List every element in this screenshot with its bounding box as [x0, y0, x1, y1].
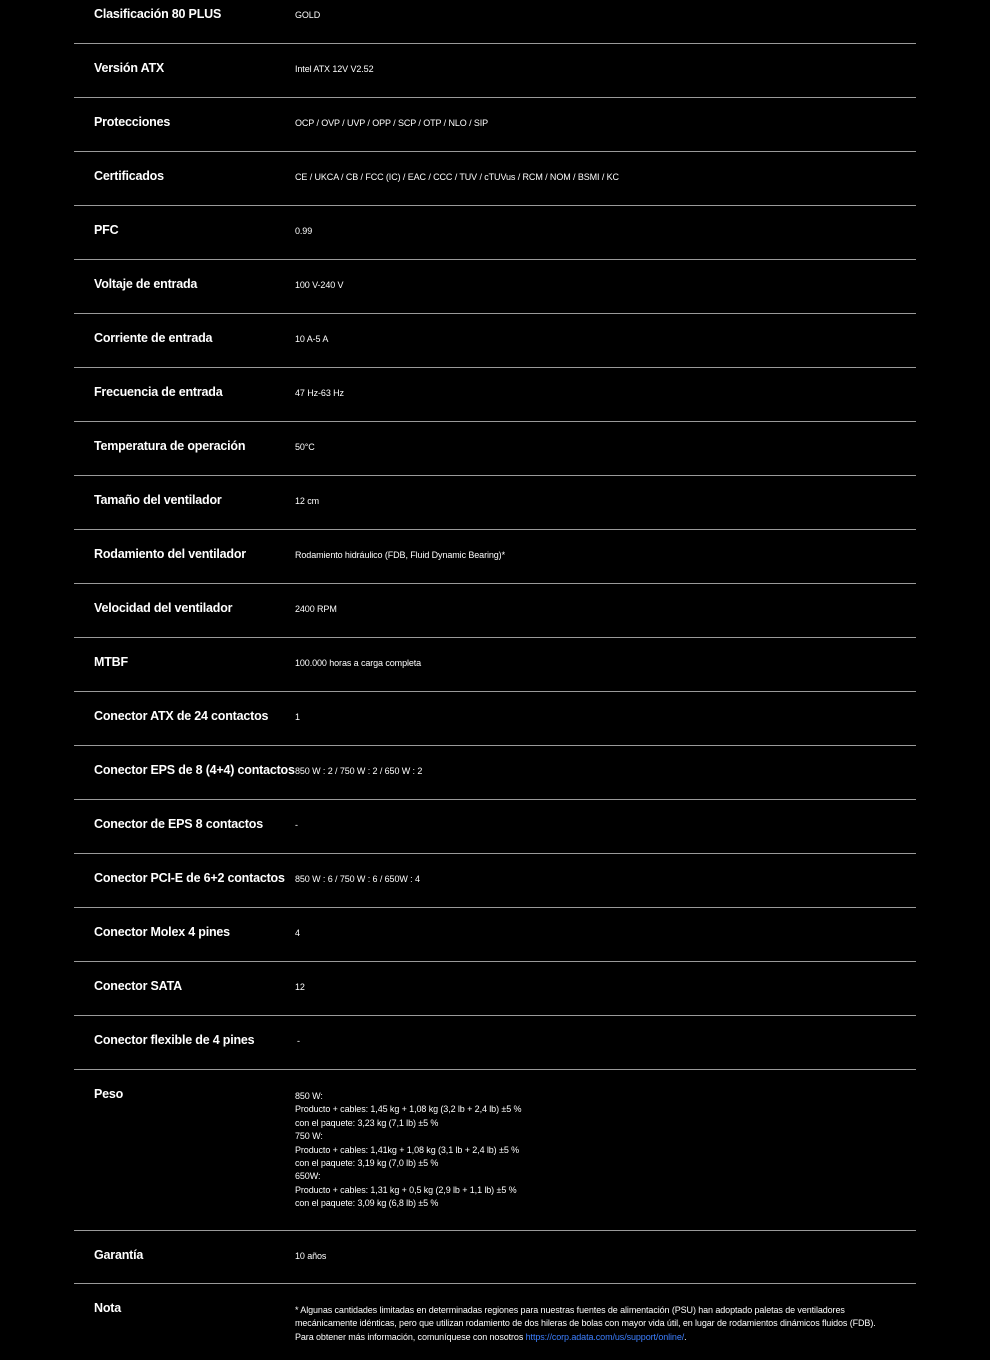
spec-row — [74, 422, 916, 476]
peso-line: Producto + cables: 1,41kg + 1,08 kg (3,1 lb + 2,4 lb) ±5 % — [295, 1144, 520, 1155]
spec-row — [74, 314, 916, 368]
spec-value: - — [295, 820, 298, 830]
spec-value: 10 años — [295, 1251, 327, 1261]
spec-row-peso — [74, 1070, 916, 1231]
spec-label: Voltaje de entrada — [94, 277, 198, 291]
spec-value: 0.99 — [295, 226, 313, 236]
spec-label: Clasificación 80 PLUS — [94, 7, 222, 21]
spec-row — [74, 98, 916, 152]
peso-line: con el paquete: 3,09 kg (6,8 lb) ±5 % — [295, 1198, 439, 1209]
spec-row — [74, 44, 916, 98]
spec-value: 100.000 horas a carga completa — [295, 658, 422, 668]
spec-row-garantia — [74, 1231, 916, 1284]
spec-value: 2400 RPM — [295, 604, 337, 614]
peso-details — [295, 1090, 521, 1211]
spec-row — [74, 692, 916, 746]
spec-label: PFC — [94, 223, 119, 237]
spec-row — [74, 800, 916, 854]
peso-line: 750 W: — [295, 1131, 323, 1142]
spec-row — [74, 584, 916, 638]
spec-value: Rodamiento hidráulico (FDB, Fluid Dynamic Bearing)* — [295, 550, 505, 560]
nota-text — [295, 1304, 876, 1344]
peso-line: Producto + cables: 1,31 kg + 0,5 kg (2,9 lb + 1,1 lb) ±5 % — [295, 1184, 517, 1195]
support-link[interactable]: https://corp.adata.com/us/support/online/ — [525, 1331, 685, 1342]
spec-label: Conector de EPS 8 contactos — [94, 817, 263, 831]
spec-label: Certificados — [94, 169, 164, 183]
spec-value: OCP / OVP / UVP / OPP / SCP / OTP / NLO / SIP — [295, 118, 489, 128]
spec-row — [74, 260, 916, 314]
spec-label: Conector PCI-E de 6+2 contactos — [94, 871, 285, 885]
spec-value: 850 W : 2 / 750 W : 2 / 650 W : 2 — [295, 766, 423, 776]
spec-row — [74, 476, 916, 530]
spec-value: 1 — [295, 712, 300, 722]
spec-row — [74, 368, 916, 422]
spec-row — [74, 0, 916, 44]
spec-value: 50°C — [295, 442, 315, 452]
spec-value: 12 — [295, 982, 305, 992]
spec-label: Protecciones — [94, 115, 171, 129]
spec-label: Temperatura de operación — [94, 439, 246, 453]
peso-line: 650W: — [295, 1171, 321, 1182]
spec-label: Peso — [94, 1087, 124, 1101]
spec-table — [74, 0, 916, 1360]
spec-label: Frecuencia de entrada — [94, 385, 223, 399]
spec-value: 12 cm — [295, 496, 320, 506]
spec-label: Conector flexible de 4 pines — [94, 1033, 255, 1047]
spec-row — [74, 206, 916, 260]
spec-row — [74, 908, 916, 962]
nota-line: mecánicamente idénticas, pero que utilizan rodamiento de dos hileras de bolas con mayor vida útil, en lugar de rodamientos dinámicos fluidos (FDB). — [295, 1318, 876, 1329]
spec-row — [74, 152, 916, 206]
spec-label: MTBF — [94, 655, 128, 669]
spec-label: Conector Molex 4 pines — [94, 925, 230, 939]
nota-line: * Algunas cantidades limitadas en determinadas regiones para nuestras fuentes de alimentación (PSU) han adoptado paletas de ventiladores — [295, 1305, 845, 1315]
spec-row — [74, 638, 916, 692]
spec-label: Conector EPS de 8 (4+4) contactos — [94, 763, 295, 777]
spec-value: 47 Hz-63 Hz — [295, 388, 344, 398]
spec-value: Intel ATX 12V V2.52 — [295, 64, 374, 74]
spec-label: Corriente de entrada — [94, 331, 213, 345]
spec-row-nota — [74, 1284, 916, 1360]
spec-label: Rodamiento del ventilador — [94, 547, 246, 561]
spec-label: Velocidad del ventilador — [94, 601, 233, 615]
spec-value: 10 A-5 A — [295, 334, 329, 344]
nota-period: . — [684, 1331, 687, 1342]
spec-label: Conector ATX de 24 contactos — [94, 709, 269, 723]
spec-value: 100 V-240 V — [295, 280, 344, 290]
spec-label: Tamaño del ventilador — [94, 493, 222, 507]
spec-row — [74, 854, 916, 908]
spec-row — [74, 962, 916, 1016]
spec-row — [74, 746, 916, 800]
peso-line: con el paquete: 3,23 kg (7,1 lb) ±5 % — [295, 1117, 439, 1128]
spec-row — [74, 1016, 916, 1070]
spec-value: 850 W : 6 / 750 W : 6 / 650W : 4 — [295, 874, 420, 884]
peso-line: 850 W: — [295, 1091, 323, 1101]
spec-label: Nota — [94, 1301, 121, 1315]
peso-line: con el paquete: 3,19 kg (7,0 lb) ±5 % — [295, 1158, 439, 1169]
spec-value: 4 — [295, 928, 300, 938]
peso-line: Producto + cables: 1,45 kg + 1,08 kg (3,2 lb + 2,4 lb) ±5 % — [295, 1104, 522, 1115]
spec-value: GOLD — [295, 10, 321, 20]
nota-contact-text: Para obtener más información, comuníquese con nosotros — [295, 1331, 526, 1342]
spec-label: Garantía — [94, 1248, 144, 1262]
spec-label: Versión ATX — [94, 61, 165, 75]
spec-value: CE / UKCA / CB / FCC (IC) / EAC / CCC / TUV / cTUVus / RCM / NOM / BSMI / KC — [295, 172, 619, 182]
spec-row — [74, 530, 916, 584]
spec-label: Conector SATA — [94, 979, 182, 993]
spec-value: - — [297, 1036, 300, 1046]
nota-line-contact — [295, 1331, 876, 1344]
